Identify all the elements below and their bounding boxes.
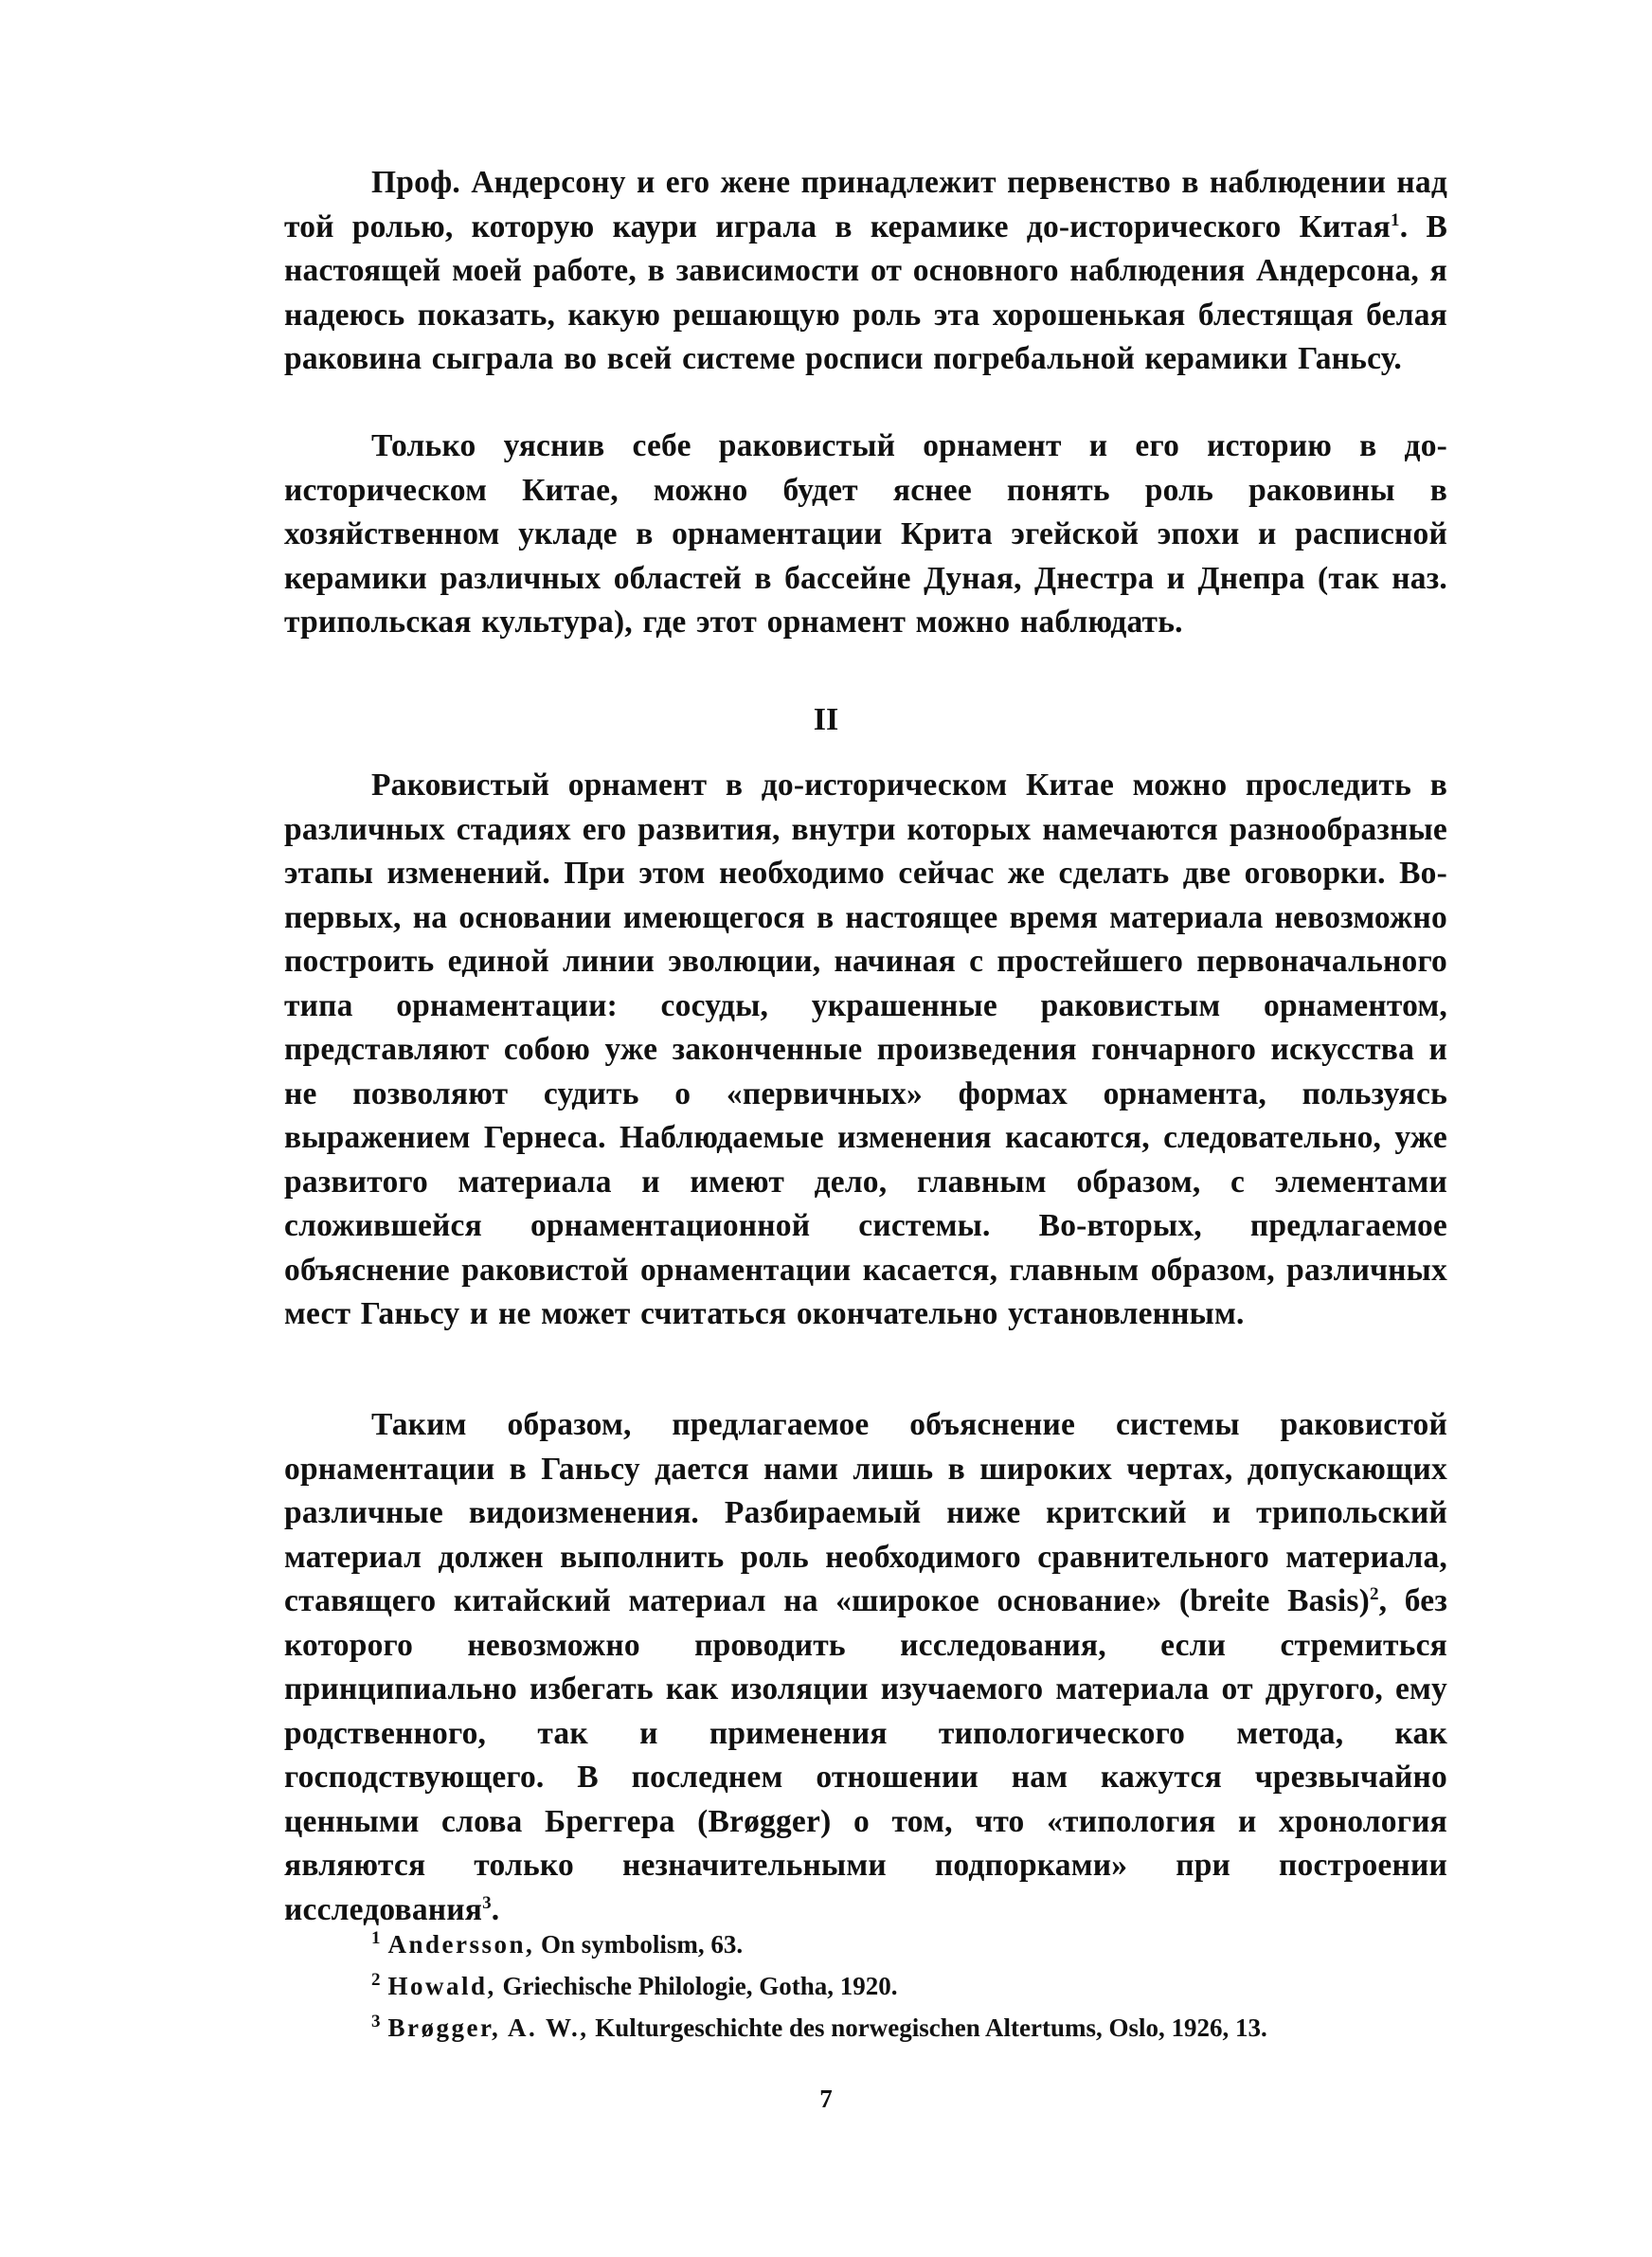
footnote-text: Griechische Philologie, Gotha, 1920. — [495, 1972, 898, 2000]
paragraph-4-text-a: Таким образом, предлагаемое объяснение системы раковистой орнаментации в Ганьсу дается нами лишь в широких чертах, допускающих различные видоизменения. Разбираемый ниже критский и трипольский материал должен выполнить роль необходимого сравнительного материала, ставящего китайский материал на «широкое основание» (breite Basis) — [284, 1407, 1447, 1618]
footnote-author: Howald, — [387, 1972, 496, 2000]
paragraph-1-text: Проф. Андерсону и его жене принадлежит первенство в наблюдении над той ролью, которую каури играла в керамике до-исторического Китая — [284, 165, 1447, 244]
footnote-text: On symbolism, 63. — [534, 1930, 744, 1959]
footnote-text: Kulturgeschichte des norwegischen Altertums, Oslo, 1926, 13. — [588, 2013, 1267, 2042]
paragraph-3 — [284, 764, 1447, 1337]
footnote-author: Brøgger, A. W., — [387, 2013, 589, 2042]
footnote-3 — [371, 2007, 1442, 2049]
footnote-1 — [371, 1923, 1442, 1965]
footnote-number: 1 — [371, 1928, 381, 1948]
paragraph-4-text-b: , без которого невозможно проводить исследования, если стремиться принципиально избегать как изоляции изучаемого материала от другого, ему родственного, так и применения типологического метода, как господствующего. В последнем отношении нам кажутся чрезвычайно ценными слова Бреггера (Brøgger) о том, что «типология и хронология являются только незначительными подпорками» при построении исследования — [284, 1583, 1448, 1927]
paragraph-4 — [284, 1403, 1447, 1932]
page-number: 7 — [819, 2085, 833, 2113]
footnote-number: 2 — [371, 1970, 381, 1990]
section-heading: II — [813, 702, 839, 737]
footnote-ref-3: 3 — [482, 1892, 492, 1913]
paragraph-1-rest: . В настоящей моей работе, в зависимости от основного наблюдения Андерсона, я надеюсь показать, какую решающую роль эта хорошенькая блестящая белая раковина сыграла во всей системе росписи погребальной керамики Ганьсу. — [284, 208, 1447, 376]
footnote-number: 3 — [371, 2012, 381, 2031]
paragraph-1 — [284, 161, 1447, 382]
paragraph-4-text-c: . — [491, 1891, 500, 1927]
footnote-2 — [371, 1965, 1442, 2007]
paragraph-2-text: Только уяснив себе раковистый орнамент и его историю в до-историческом Китае, можно будет яснее понять роль раковины в хозяйственном укладе в орнаментации Крита эгейской эпохи и расписной керамики различных областей в бассейне Дуная, Днестра и Днепра (так наз. трипольская культура), где этот орнамент можно наблюдать. — [284, 428, 1447, 640]
paragraph-2 — [284, 424, 1447, 645]
footnote-author: Andersson, — [387, 1930, 535, 1959]
paragraph-3-text: Раковистый орнамент в до-историческом Китае можно проследить в различных стадиях его развития, внутри которых намечаются разнообразные этапы изменений. При этом необходимо сейчас же сделать две оговорки. Во-первых, на основании имеющегося в настоящее время материала невозможно построить единой линии эволюции, начиная с простейшего первоначального типа орнаментации: сосуды, украшенные раковистым орнаментом, представляют собою уже законченные произведения гончарного искусства и не позволяют судить о «первичных» формах орнамента, пользуясь выражением Гернеса. Наблюдаемые изменения касаются, следовательно, уже развитого материала и имеют дело, главным образом, с элементами сложившейся орнаментационной системы. Во-вторых, предлагаемое объяснение раковистой орнаментации касается, главным образом, различных мест Ганьсу и не может считаться окончательно установленным. — [284, 767, 1447, 1331]
footnotes — [371, 1923, 1442, 2049]
footnote-ref-2: 2 — [1369, 1583, 1379, 1604]
footnote-ref-1: 1 — [1391, 209, 1400, 230]
